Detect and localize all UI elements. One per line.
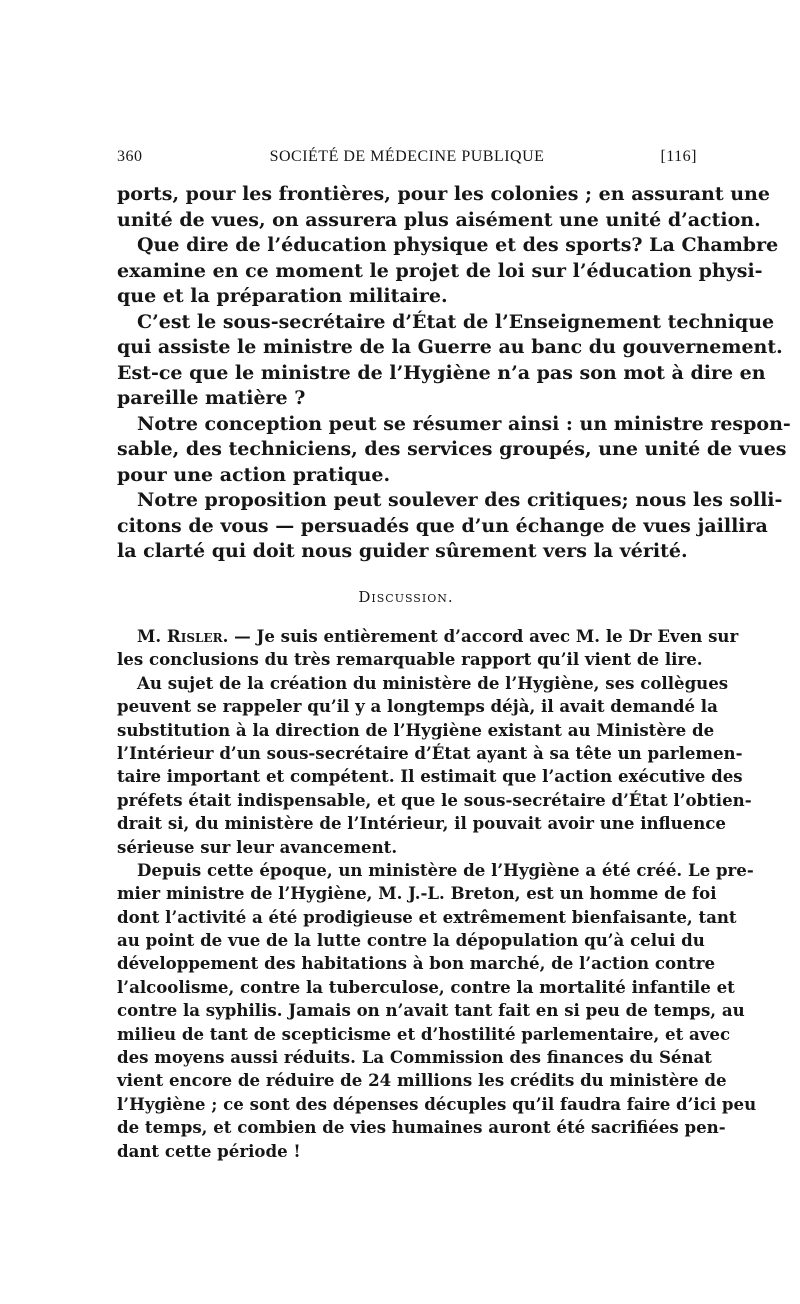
text-line: citons de vous — persuadés que d’un échange de vues jaillira (117, 514, 768, 537)
text-line: drait si, du ministère de l’Intérieur, il pouvait avoir une influence (117, 813, 726, 834)
text-line: pareille matière ? (117, 387, 306, 409)
text-line: substitution à la direction de l’Hygiène existant au Ministère de (117, 719, 715, 740)
text-line: Au sujet de la création du ministère de l’Hygiène, ses collègues (137, 672, 729, 693)
page-number: 360 (117, 148, 143, 165)
text-line: des moyens aussi réduits. La Commission des finances du Sénat (117, 1047, 712, 1068)
text-line: l’alcoolisme, contre la tuberculose, contre la mortalité infantile et (117, 976, 735, 997)
text-line: Notre proposition peut soulever des critiques; nous les solli- (137, 489, 783, 511)
text-line: milieu de tant de scepticisme et d’hostilité parlementaire, et avec (117, 1023, 731, 1044)
text-line: l’Intérieur d’un sous-secrétaire d’État ayant à sa tête un parlemen- (117, 742, 743, 763)
text-line: Depuis cette époque, un ministère de l’Hygiène a été créé. Le pre- (137, 859, 754, 880)
text-line: dont l’activité a été prodigieuse et extrêmement bienfaisante, tant (117, 906, 737, 927)
report-conclusion-text (117, 182, 791, 565)
text-line: C’est le sous-secrétaire d’État de l’Enseignement technique (137, 310, 775, 333)
text-line: Que dire de l’éducation physique et des sports? La Chambre (137, 234, 779, 256)
text-line: peuvent se rappeler qu’il y a longtemps déjà, il avait demandé la (117, 696, 718, 717)
text-line: dant cette période ! (117, 1140, 301, 1161)
text-line: Est-ce que le ministre de l’Hygiène n’a pas son mot à dire en (117, 361, 766, 384)
text-line: développement des habitations à bon marché, de l’action contre (117, 953, 716, 974)
running-header (117, 148, 697, 172)
text-line: ports, pour les frontières, pour les colonies ; en assurant une (117, 183, 770, 205)
text-line: au point de vue de la lutte contre la dépopulation qu’à celui du (117, 930, 705, 951)
text-line: unité de vues, on assurera plus aisément une unité d’action. (117, 208, 761, 231)
text-line: sérieuse sur leur avancement. (117, 836, 398, 857)
speaker-name: M. Risler (137, 626, 223, 646)
discussion-text (117, 625, 757, 1163)
page-reference: [116] (660, 148, 697, 165)
text-line: Notre conception peut se résumer ainsi : un ministre respon- (137, 412, 791, 435)
text-line: les conclusions du très remarquable rapport qu’il vient de lire. (117, 649, 703, 670)
text-line (117, 625, 739, 648)
text-line: l’Hygiène ; ce sont des dépenses décuples qu’il faudra faire d’ici peu (117, 1093, 757, 1114)
text-line: sable, des techniciens, des services groupés, une unité de vues (117, 438, 787, 460)
text-line: préfets était indispensable, et que le sous-secrétaire d’État l’obtien- (117, 789, 752, 810)
text-line: examine en ce moment le projet de loi sur l’éducation physi- (117, 259, 763, 282)
running-title: SOCIÉTÉ DE MÉDECINE PUBLIQUE (269, 148, 545, 165)
text-line: que et la préparation militaire. (117, 285, 448, 307)
speaker-intro-text: . — Je suis entièrement d’accord avec M. le Dr Even sur (222, 626, 739, 646)
text-line: contre la syphilis. Jamais on n’avait tant fait en si peu de temps, au (117, 1000, 745, 1021)
text-line: qui assiste le ministre de la Guerre au banc du gouvernement. (117, 336, 783, 358)
text-line: de temps, et combien de vies humaines auront été sacrifiées pen- (117, 1117, 726, 1138)
text-line: vient encore de réduire de 24 millions les crédits du ministère de (117, 1070, 727, 1091)
text-line: mier ministre de l’Hygiène, M. J.-L. Breton, est un homme de foi (117, 883, 717, 904)
section-heading: Discussion. (358, 588, 454, 606)
text-line: taire important et compétent. Il estimait que l’action exécutive des (117, 766, 743, 787)
text-line: pour une action pratique. (117, 463, 391, 486)
text-line: la clarté qui doit nous guider sûrement vers la vérité. (117, 540, 688, 562)
